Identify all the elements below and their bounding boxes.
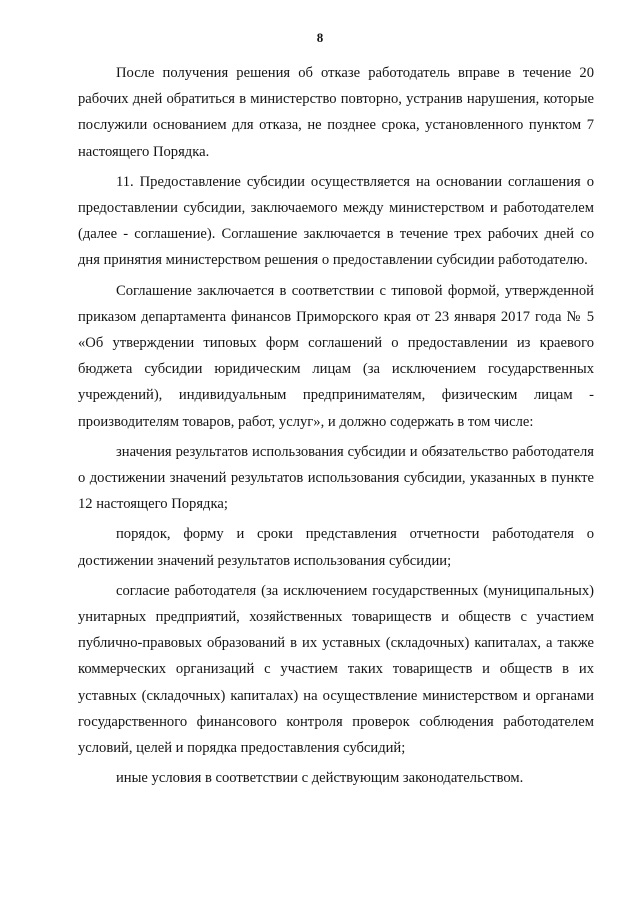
paragraph-reporting-procedure: порядок, форму и сроки представления отчетности работодателя о достижении значений результатов использования субсидии; [78,526,594,569]
page-number: 8 [316,30,324,45]
paragraph-11-agreement-basis: 11. Предоставление субсидии осуществляется на основании соглашения о предоставлении субсидии, заключаемого между министерством и работодателем (далее - соглашение). Соглашение заключается в течение трех рабочих дней со дня принятия министерством решения о предоставлении субсидии работодателю. [78,173,594,269]
document-body [78,60,594,795]
paragraph-consent-to-audit: согласие работодателя (за исключением государственных (муниципальных) унитарных предприятий, хозяйственных товариществ и обществ с участием публично-правовых образований в их уставных (складочных) капиталах, а также коммерческих организаций с участием таких товариществ и обществ в их уставных (складочных) капиталах) на осуществление министерством и органами государственного финансового контроля проверок соблюдения работодателем условий, целей и порядка предоставления субсидий; [78,582,594,757]
paragraph-agreement-standard-form: Соглашение заключается в соответствии с типовой формой, утвержденной приказом департамента финансов Приморского края от 23 января 2017 года № 5 «Об утверждении типовых форм соглашений о предоставлении из краевого бюджета субсидии юридическим лицам (за исключением государственных учреждений), индивидуальным предпринимателям, физическим лицам - производителям товаров, работ, услуг», и должно содержать в том числе: [78,282,594,430]
paragraph-refusal-reapply: После получения решения об отказе работодатель вправе в течение 20 рабочих дней обратиться в министерство повторно, устранив нарушения, которые послужили основанием для отказа, не позднее срока, установленного пунктом 7 настоящего Порядка. [78,65,594,160]
paragraph-results-values: значения результатов использования субсидии и обязательство работодателя о достижении значений результатов использования субсидии, указанных в пункте 12 настоящего Порядка; [78,443,594,513]
paragraph-other-conditions: иные условия в соответствии с действующим законодательством. [116,770,524,787]
